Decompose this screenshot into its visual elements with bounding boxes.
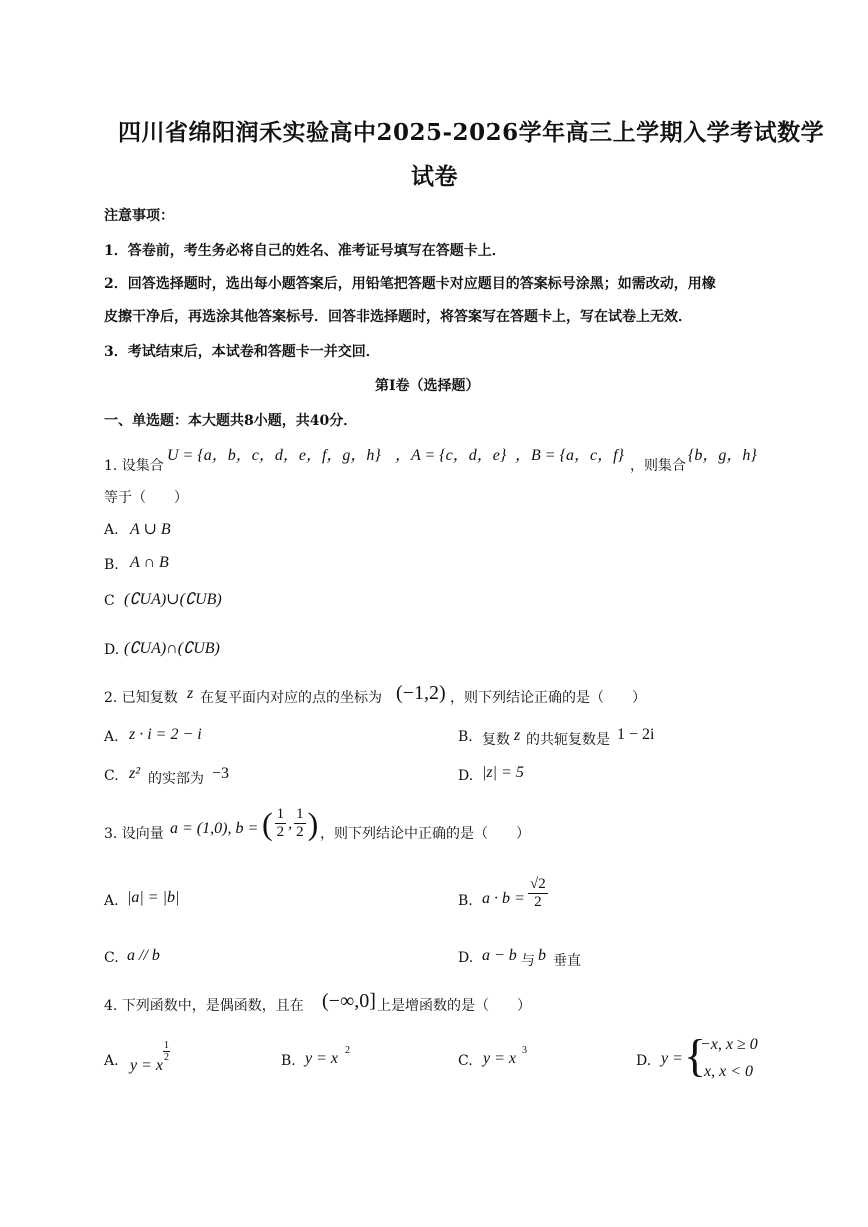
q1-option-a-label[interactable]: A.: [104, 522, 119, 538]
notes-item-2b: 皮擦干净后，再选涂其他答案标号．回答非选择题时，将答案写在答题卡上，写在试卷上无效．: [104, 309, 692, 325]
q2-stem-b: 在复平面内对应的点的坐标为: [200, 690, 382, 706]
q3-option-a: |a| = |b|: [127, 889, 180, 906]
q4-option-c-label[interactable]: C.: [458, 1053, 473, 1069]
section-heading: 一、单选题：本大题共8小题，共40分．: [104, 413, 358, 429]
q4-option-a-exponent: [163, 1040, 170, 1063]
q2-point: (−1,2): [396, 682, 446, 704]
q3-option-b-label[interactable]: B.: [458, 893, 473, 909]
q4-option-b-exponent: 2: [345, 1045, 350, 1056]
q3-frac-2-num: 1: [296, 806, 304, 822]
q2-option-b-value: 1 − 2i: [617, 726, 655, 743]
q1-prefix: 1. 设集合: [104, 458, 164, 474]
q2-option-c-text: 的实部为: [148, 771, 204, 787]
q4-stem-a: 4. 下列函数中，是偶函数，且在: [104, 998, 304, 1014]
q2-z: z: [187, 685, 194, 702]
q3-option-c-label[interactable]: C.: [104, 950, 119, 966]
q1-option-a: A ∪ B: [130, 521, 171, 538]
notes-item-2a: 2．回答选择题时，选出每小题答案后，用铅笔把答题卡对应题目的答案标号涂黑；如需改动，用橡: [104, 276, 716, 292]
q2-stem-c: ，则下列结论正确的是（ ）: [450, 690, 646, 706]
q3-option-b-fraction: [526, 876, 550, 911]
q4-option-d-brace: {: [684, 1030, 707, 1081]
q3-option-d-b: b: [538, 947, 546, 964]
q3-option-b: a · b =: [482, 890, 525, 907]
q3-option-a-label[interactable]: A.: [104, 893, 119, 909]
q3-frac-1-num: 1: [276, 806, 285, 822]
q4-option-d-label[interactable]: D.: [636, 1053, 652, 1069]
q3-frac-1-den: 2: [276, 824, 285, 840]
q2-option-d: |z| = 5: [482, 764, 524, 781]
q2-option-c-label[interactable]: C.: [104, 768, 119, 784]
q4-option-a: y = x: [130, 1057, 163, 1074]
q2-option-a-label[interactable]: A.: [104, 729, 119, 745]
q3-option-b-num: √2: [530, 876, 546, 892]
q1-then: ，则集合: [630, 458, 686, 474]
q4-option-d-lhs: y =: [661, 1050, 683, 1067]
q3-option-c: a // b: [127, 947, 160, 964]
q1-line2: 等于（ ）: [104, 490, 188, 506]
q3-frac-2-den: 2: [296, 824, 304, 840]
q4-interval: (−∞,0]: [322, 990, 376, 1012]
q3-stem-a: 3. 设向量: [104, 826, 164, 842]
q1-set-a: ，A = {c，d，e}: [395, 447, 507, 464]
exam-title-line2: 试卷: [411, 163, 458, 190]
q1-target-set: {b，g，h}: [688, 447, 757, 464]
notes-item-3: 3．考试结束后，本试卷和答题卡一并交回．: [104, 344, 380, 360]
q4-option-b-label[interactable]: B.: [281, 1053, 296, 1069]
q4-option-c-exponent: 3: [522, 1045, 527, 1056]
q1-set-b: ，B = {a，c，f}: [515, 447, 624, 464]
part-title: 第Ⅰ卷（选择题）: [375, 378, 480, 394]
notes-heading: 注意事项：: [104, 208, 174, 224]
q2-option-b-label[interactable]: B.: [458, 729, 473, 745]
q4-option-a-label[interactable]: A.: [104, 1053, 119, 1069]
q4-stem-b: 上是增函数的是（ ）: [377, 998, 531, 1014]
q4-option-a-exp-num: 1: [164, 1040, 169, 1051]
q4-option-d-case-1: −x, x ≥ 0: [700, 1036, 758, 1053]
q3-option-d: a − b: [482, 947, 517, 964]
q2-option-c-value: −3: [212, 765, 230, 782]
q3-vectors: a = (1,0), b =: [170, 820, 259, 837]
q1-option-b-label[interactable]: B.: [104, 557, 119, 573]
notes-item-1: 1．答卷前，考生务必将自己的姓名、准考证号填写在答题卡上．: [104, 243, 506, 259]
q2-option-a: z · i = 2 − i: [129, 726, 202, 743]
q1-option-c-label[interactable]: C: [104, 593, 115, 609]
q3-option-d-text2: 垂直: [553, 953, 581, 969]
q4-option-a-exp-den: 2: [164, 1052, 169, 1063]
q2-option-c-z: z²: [129, 765, 141, 782]
q3-option-d-label[interactable]: D.: [458, 950, 474, 966]
q1-option-d-label[interactable]: D.: [104, 642, 120, 658]
q4-option-c: y = x: [483, 1050, 516, 1067]
q2-stem-a: 2. 已知复数: [104, 690, 178, 706]
q4-option-d-case-2: x, x < 0: [704, 1063, 753, 1080]
q1-option-d: (∁UA)∩(∁UB): [124, 640, 220, 657]
q2-option-b-text: 复数: [482, 732, 510, 748]
q2-option-d-label[interactable]: D.: [458, 768, 474, 784]
q1-option-b: A ∩ B: [130, 554, 169, 571]
q3-option-b-den: 2: [534, 894, 542, 910]
q2-option-b-z: z: [514, 727, 521, 744]
q1-option-c: (∁UA)∪(∁UB): [124, 591, 222, 608]
q1-set-u: U = {a，b，c，d，e，f，g，h}: [167, 447, 381, 464]
q4-option-b: y = x: [305, 1050, 338, 1067]
q3-stem-b: ，则下列结论中正确的是（ ）: [320, 826, 530, 842]
q2-option-b-text2: 的共轭复数是: [526, 732, 610, 748]
q3-option-d-text: 与: [521, 953, 535, 969]
q3-vector-b-value: ( $\frac{1}{2}$ , $\frac{1}{2}$ ): [262, 805, 319, 842]
exam-title-line1: 四川省绵阳润禾实验高中2025-2026学年高三上学期入学考试数学: [118, 119, 825, 146]
